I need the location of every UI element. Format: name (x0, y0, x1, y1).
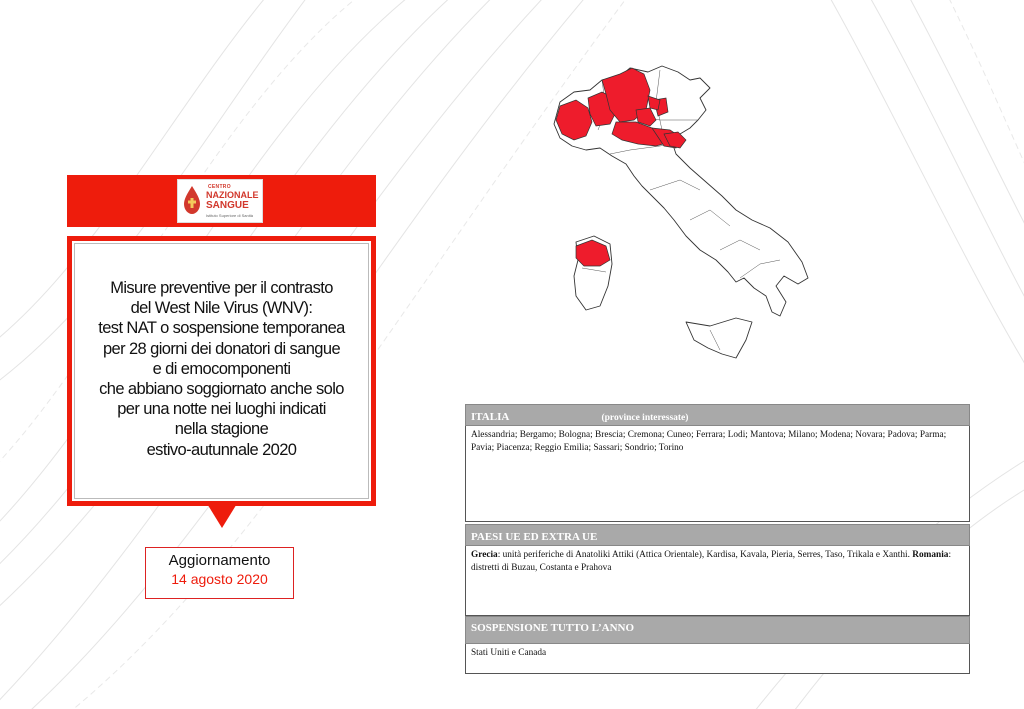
paesi-header (465, 524, 970, 546)
logo-text-line1: CENTRO (208, 184, 231, 190)
romania-label: Romania (912, 550, 949, 560)
update-date: 14 agosto 2020 (171, 571, 268, 587)
main-message-inner-frame (74, 243, 369, 499)
logo-text-line3: SANGUE (206, 200, 249, 211)
sospensione-header (465, 616, 970, 644)
main-message-box (67, 236, 376, 506)
italia-title: ITALIA (471, 411, 509, 423)
update-box (145, 547, 294, 599)
blood-drop-logo-icon (181, 184, 203, 216)
italy-map-icon (540, 50, 820, 370)
grecia-text: : unità periferiche di Anatoliki Attiki (Attica Orientale), Kardisa, Kavala, Pieria, Serres, Taso, Trikala e Xanthi. (497, 550, 913, 560)
sospensione-body: Stati Uniti e Canada (465, 644, 970, 674)
romania-text: : distretti di Buzau, Costanta e Prahova (471, 550, 952, 573)
italia-header (465, 404, 970, 426)
paesi-title: PAESI UE ED EXTRA UE (471, 531, 598, 543)
areas-table (465, 404, 972, 674)
centro-nazionale-sangue-logo (177, 179, 263, 223)
logo-text-line4: Istituto Superiore di Sanità (206, 213, 253, 218)
italia-body: Alessandria; Bergamo; Bologna; Brescia; Cremona; Cuneo; Ferrara; Lodi; Mantova; Milano; Modena; Novara; Padova; Parma; Pavia; Piacenza; Reggio Emilia; Sassari; Sondrio; Torino (465, 426, 970, 522)
main-message-text: Misure preventive per il contrasto del West Nile Virus (WNV): test NAT o sospensione temporanea per 28 giorni dei donatori di sangue e di emocomponenti che abbiano soggiornato anche solo per una notte nei luoghi indicati nella stagione estivo-autunnale 2020 (98, 279, 345, 459)
callout-pointer (206, 502, 238, 528)
update-label: Aggiornamento (168, 552, 271, 569)
logo-text-line2: NAZIONALE (206, 190, 259, 200)
sospensione-title: SOSPENSIONE TUTTO L’ANNO (471, 622, 635, 634)
grecia-label: Grecia (471, 550, 498, 560)
italia-subtitle: (province interessate) (601, 413, 689, 423)
paesi-body (465, 546, 970, 616)
